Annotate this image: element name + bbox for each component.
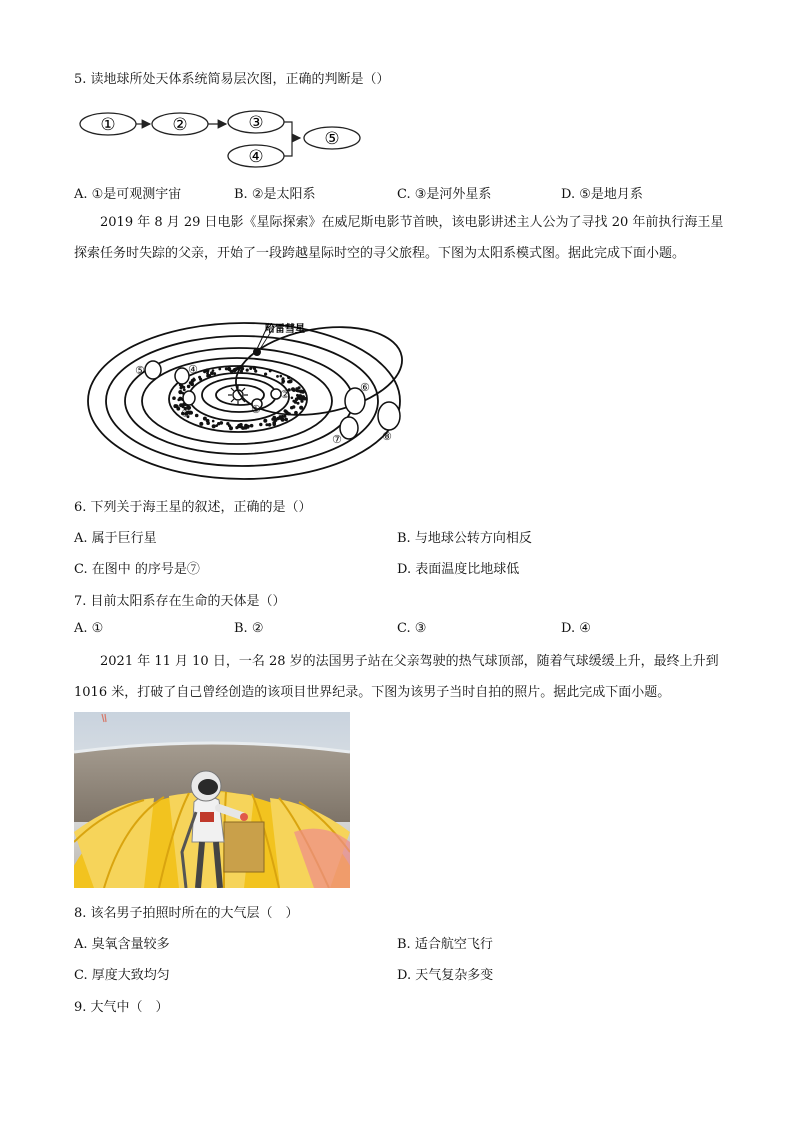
asteroid-dot bbox=[193, 378, 196, 381]
asteroid-dot bbox=[291, 397, 294, 400]
svg-text:②: ② bbox=[280, 388, 290, 401]
planet-8 bbox=[378, 402, 400, 430]
question-8-stem: 8. 该名男子拍照时所在的大气层（ ） bbox=[74, 906, 299, 921]
halley-comet-label: 哈雷彗星 bbox=[265, 324, 305, 335]
solar-system-figure bbox=[84, 315, 410, 485]
svg-text:⑦: ⑦ bbox=[332, 433, 342, 446]
asteroid-dot bbox=[226, 422, 229, 425]
intro-paragraph-2: 2021 年 11 月 10 日，一名 28 岁的法国男子站在父亲驾驶的热气球顶部，随着气球缓缓上升，最终上升到 1016 米，打破了自己曾经创造的该项目世界纪录。下图为该男子当时自拍的照片。据此完成下面小题。 bbox=[74, 654, 719, 700]
question-9-stem: 9. 大气中（ ） bbox=[74, 1000, 169, 1015]
asteroid-dot bbox=[299, 406, 303, 410]
asteroid-dot bbox=[272, 423, 276, 427]
asteroid-dot bbox=[263, 419, 267, 423]
q5-option-b[interactable]: B. ②是太阳系 bbox=[234, 187, 316, 202]
asteroid-dot bbox=[297, 402, 300, 405]
asteroid-dot bbox=[265, 423, 268, 426]
svg-text:⑥: ⑥ bbox=[360, 381, 370, 394]
hierarchy-node-3 bbox=[228, 111, 284, 133]
svg-text:①: ① bbox=[251, 403, 261, 416]
svg-text:⑧: ⑧ bbox=[382, 430, 392, 443]
q6-option-c[interactable]: C. 在图中 的序号是⑦ bbox=[74, 562, 200, 577]
svg-text:④: ④ bbox=[188, 363, 198, 376]
asteroid-dot bbox=[269, 370, 272, 373]
planet-3 bbox=[183, 391, 195, 405]
q8-option-c[interactable]: C. 厚度大致均匀 bbox=[74, 968, 170, 983]
asteroid-dot bbox=[292, 400, 295, 403]
hierarchy-node-1 bbox=[80, 113, 136, 135]
asteroid-dot bbox=[198, 376, 201, 379]
asteroid-dot bbox=[272, 416, 276, 420]
asteroid-dot bbox=[246, 425, 250, 429]
svg-text:③: ③ bbox=[181, 407, 191, 420]
asteroid-dot bbox=[301, 390, 304, 393]
question-5-stem: 5. 读地球所处天体系统简易层次图，正确的判断是（） bbox=[74, 72, 390, 87]
asteroid-dot bbox=[303, 397, 307, 401]
asteroid-dot bbox=[291, 387, 295, 391]
asteroid-dot bbox=[264, 373, 267, 376]
asteroid-dot bbox=[259, 423, 262, 426]
asteroid-dot bbox=[276, 375, 279, 378]
sun-icon bbox=[228, 385, 248, 405]
q6-option-b[interactable]: B. 与地球公转方向相反 bbox=[397, 531, 532, 546]
asteroid-dot bbox=[280, 375, 283, 378]
asteroid-dot bbox=[246, 369, 249, 372]
asteroid-dot bbox=[206, 371, 209, 374]
question-6-stem: 6. 下列关于海王星的叙述，正确的是（） bbox=[74, 500, 312, 515]
hierarchy-node-2 bbox=[152, 113, 208, 135]
svg-text:⑤: ⑤ bbox=[324, 129, 340, 149]
asteroid-dot bbox=[175, 404, 178, 407]
q8-option-d[interactable]: D. 天气复杂多变 bbox=[397, 968, 494, 983]
q5-option-c[interactable]: C. ③是河外星系 bbox=[397, 187, 492, 202]
q5-option-d[interactable]: D. ⑤是地月系 bbox=[561, 187, 643, 202]
q8-option-b[interactable]: B. 适合航空飞行 bbox=[397, 937, 493, 952]
svg-text:①: ① bbox=[100, 115, 116, 135]
svg-text:③: ③ bbox=[248, 113, 264, 133]
asteroid-dot bbox=[276, 417, 279, 420]
asteroid-dot bbox=[300, 400, 303, 403]
asteroid-dot bbox=[183, 388, 186, 391]
planet-4 bbox=[175, 368, 189, 384]
asteroid-dot bbox=[237, 424, 241, 428]
q6-option-a[interactable]: A. 属于巨行星 bbox=[74, 531, 157, 546]
asteroid-dot bbox=[289, 379, 293, 383]
asteroid-dot bbox=[199, 422, 203, 426]
question-7-stem: 7. 目前太阳系存在生命的天体是（） bbox=[74, 594, 286, 609]
asteroid-dot bbox=[176, 407, 180, 411]
halley-comet-head bbox=[253, 348, 261, 356]
svg-text:②: ② bbox=[172, 115, 188, 135]
asteroid-dot bbox=[179, 397, 182, 400]
asteroid-dot bbox=[287, 376, 290, 379]
asteroid-dot bbox=[180, 384, 184, 388]
asteroid-dot bbox=[189, 381, 193, 385]
intro-paragraph-1: 2019 年 8 月 29 日电影《星际探索》在威尼斯电影节首映，该电影讲述主人公为了寻找 20 年前执行海王星探索任务时失踪的父亲，开始了一段跨越星际时空的寻父旅程。下图为太阳系模式图。据此完成下面小题。 bbox=[74, 215, 724, 261]
asteroid-dot bbox=[210, 371, 214, 375]
asteroid-dot bbox=[178, 390, 182, 394]
asteroid-dot bbox=[250, 424, 254, 428]
asteroid-dot bbox=[241, 426, 245, 430]
svg-text:⑤: ⑤ bbox=[135, 364, 145, 377]
asteroid-dot bbox=[284, 418, 288, 422]
q7-option-d[interactable]: D. ④ bbox=[561, 621, 591, 636]
asteroid-dot bbox=[287, 413, 290, 416]
asteroid-dot bbox=[206, 421, 210, 425]
svg-text:④: ④ bbox=[248, 147, 264, 167]
hierarchy-node-5 bbox=[304, 127, 360, 149]
asteroid-dot bbox=[235, 367, 238, 370]
asteroid-dot bbox=[295, 412, 298, 415]
asteroid-dot bbox=[281, 378, 284, 381]
asteroid-dot bbox=[187, 385, 191, 389]
balloon-selfie-photo bbox=[74, 712, 350, 888]
asteroid-dot bbox=[218, 368, 221, 371]
asteroid-dot bbox=[212, 424, 216, 428]
asteroid-dot bbox=[290, 406, 293, 409]
asteroid-dot bbox=[212, 420, 215, 423]
asteroid-dot bbox=[240, 367, 244, 371]
asteroid-dot bbox=[172, 396, 176, 400]
celestial-hierarchy-diagram bbox=[74, 104, 374, 176]
asteroid-dot bbox=[195, 414, 199, 418]
q6-option-d[interactable]: D. 表面温度比地球低 bbox=[397, 562, 520, 577]
q7-option-a[interactable]: A. ① bbox=[74, 621, 104, 636]
planet-7 bbox=[340, 417, 358, 439]
asteroid-dot bbox=[254, 370, 257, 373]
q7-option-b[interactable]: B. ② bbox=[234, 621, 264, 636]
asteroid-dot bbox=[299, 397, 302, 400]
hierarchy-node-4 bbox=[228, 145, 284, 167]
asteroid-dot bbox=[249, 367, 252, 370]
q8-option-a[interactable]: A. 臭氧含量较多 bbox=[74, 937, 170, 952]
q7-option-c[interactable]: C. ③ bbox=[397, 621, 427, 636]
q5-option-a[interactable]: A. ①是可观测宇宙 bbox=[74, 187, 182, 202]
planet-5 bbox=[145, 361, 161, 379]
asteroid-dot bbox=[295, 387, 298, 390]
asteroid-dot bbox=[229, 369, 232, 372]
